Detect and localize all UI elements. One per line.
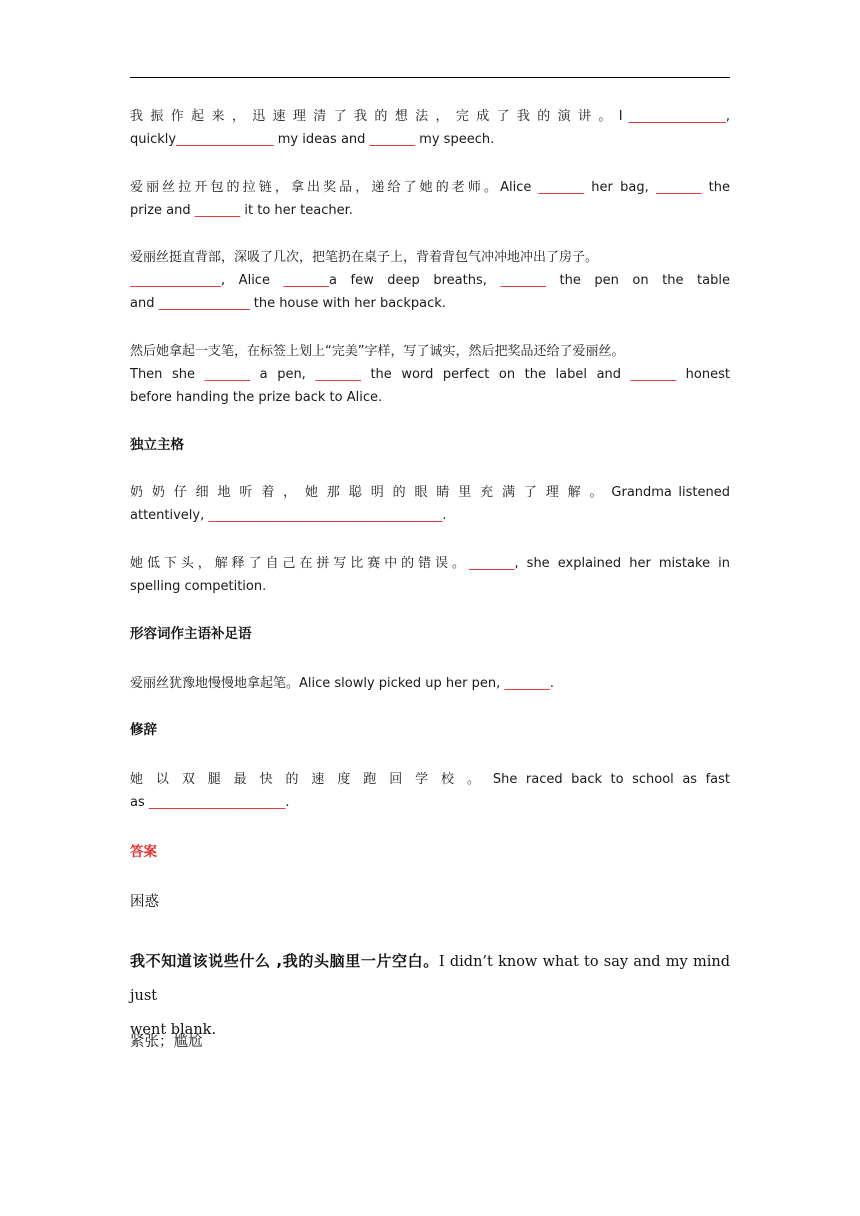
text-line [130,386,730,409]
text-line [130,340,730,363]
exercise-paragraph [130,672,730,695]
text-segment: as [130,795,149,810]
text-segment: the pen on the table [545,273,730,288]
answer-english: I didn’t know what to say and my mind just [130,954,730,1004]
text-segment: . [285,795,290,810]
text-segment: honest [676,367,730,382]
exercise-paragraph [130,552,730,598]
exercise-paragraph [130,481,730,527]
section-heading: 修辞 [130,722,157,738]
text-segment: 我 振 作 起 来 ， 迅 速 理 清 了 我 的 想 法 ， 完 成 了 我 的 演 讲 。 I [130,109,629,124]
text-segment: the house with her backpack. [249,296,446,311]
fill-in-blank[interactable]: ______________ [158,296,250,311]
text-line [130,791,730,814]
fill-in-blank[interactable]: ____________________________________ [208,508,443,523]
header-rule [130,77,730,78]
text-segment: 爱丽丝拉开包的拉链，拿出奖品，递给了她的老师。Alice [130,180,539,195]
text-line [130,768,730,791]
text-segment: attentively, [130,508,209,523]
answer-english-cont: went blank. [130,1022,217,1038]
text-segment: 爱丽丝犹豫地慢慢地拿起笔。Alice slowly picked up her pen, [130,676,505,691]
answer-heading: 答案 [130,844,157,860]
fill-in-blank[interactable]: _______ [283,273,330,288]
text-segment: 她低下头，解释了自己在拼写比赛中的错误。 [130,556,469,571]
text-segment: and [130,296,159,311]
text-segment: 爱丽丝挺直背部，深吸了几次，把笔扔在桌子上，背着背包气冲冲地冲出了房子。 [130,250,599,265]
text-line [130,481,730,504]
exercise-paragraph [130,105,730,151]
fill-in-blank[interactable]: _____________________ [148,795,286,810]
fill-in-blank[interactable]: _______ [630,367,677,382]
fill-in-blank[interactable]: _______ [655,180,702,195]
text-segment: the [701,180,730,195]
text-segment: her bag, [584,180,656,195]
text-segment: my speech. [415,132,495,147]
text-segment: , [725,109,730,124]
answer-chinese: 我不知道该说些什么 ,我的头脑里一片空白。 [130,952,439,970]
text-segment: prize and [130,203,195,218]
text-line [130,269,730,292]
fill-in-blank[interactable]: _______ [538,180,585,195]
text-segment: 奶 奶 仔 细 地 听 着 ， 她 那 聪 明 的 眼 睛 里 充 满 了 理 解 。 Grandma listened [130,485,730,500]
text-line [130,575,730,598]
text-segment: a pen, [250,367,316,382]
text-line [130,105,730,128]
text-segment: spelling competition. [130,579,267,594]
text-segment: , she explained her mistake in [514,556,730,571]
text-segment: Then she [130,367,205,382]
section-heading: 形容词作主语补足语 [130,626,252,642]
fill-in-blank[interactable]: _______ [315,367,361,382]
text-line [130,504,730,527]
text-line [130,292,730,315]
exercise-paragraph [130,246,730,315]
fill-in-blank[interactable]: _______ [369,132,416,147]
text-segment: my ideas and [273,132,370,147]
section-heading: 独立主格 [130,437,184,453]
text-segment: . [549,676,554,691]
text-line [130,552,730,575]
text-line [130,363,730,386]
fill-in-blank[interactable]: ______________ [130,273,221,288]
fill-in-blank[interactable]: _______ [504,676,550,691]
exercise-paragraph [130,340,730,409]
text-segment: the word perfect on the label and [360,367,631,382]
fill-in-blank[interactable]: _______ [468,556,515,571]
text-segment: 她 以 双 腿 最 快 的 速 度 跑 回 学 校 。 She raced back to school as fast [130,772,730,787]
text-line [130,246,730,269]
text-segment: before handing the prize back to Alice. [130,390,383,405]
exercise-paragraph [130,176,730,222]
answer-category: 困惑 [130,894,159,910]
text-segment: quickly [130,132,177,147]
text-line [130,128,730,151]
fill-in-blank[interactable]: _______ [500,273,546,288]
text-segment: . [442,508,447,523]
fill-in-blank[interactable]: _______ [204,367,251,382]
answer-category: 紧张；尴尬 [130,1034,203,1050]
text-segment: 然后她拿起一支笔，在标签上划上“完美”字样，写了诚实，然后把奖品还给了爱丽丝。 [130,344,625,359]
fill-in-blank[interactable]: _______________ [176,132,274,147]
text-line [130,176,730,199]
text-line [130,672,730,695]
text-segment: a few deep breaths, [329,273,501,288]
text-segment: , Alice [221,273,284,288]
fill-in-blank[interactable]: _______ [194,203,241,218]
fill-in-blank[interactable]: _______________ [628,109,726,124]
exercise-paragraph [130,768,730,814]
text-segment: it to her teacher. [240,203,353,218]
text-line [130,199,730,222]
